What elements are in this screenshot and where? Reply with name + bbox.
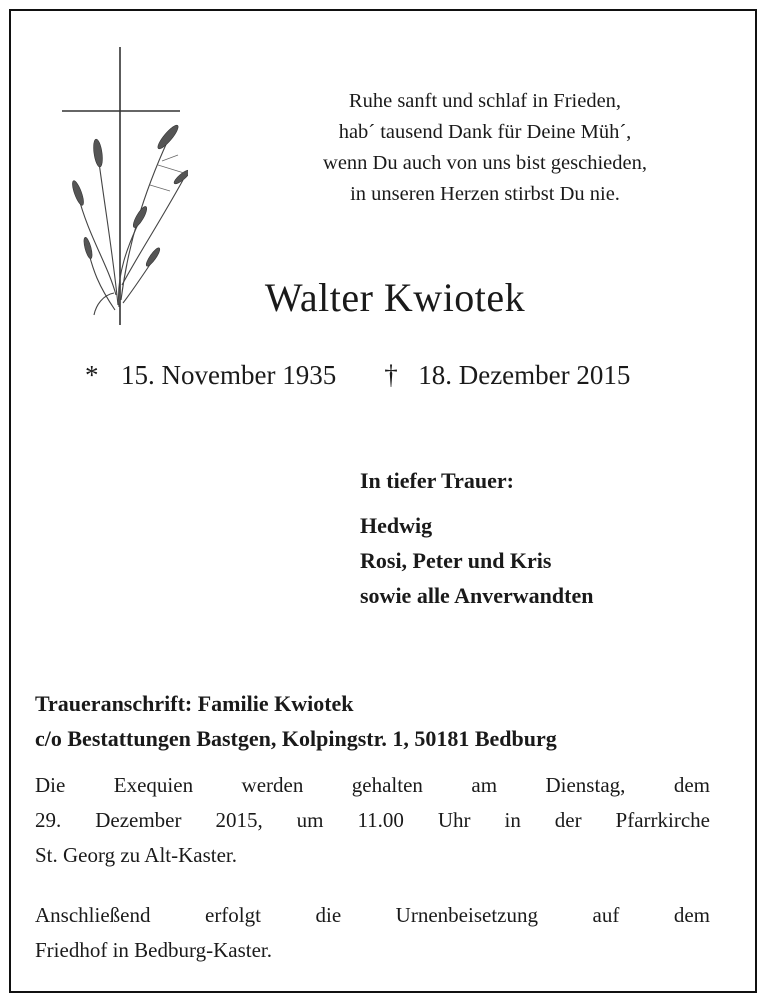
mourning-address xyxy=(35,686,715,756)
burial-line: Anschließend erfolgt die Urnenbeisetzung auf dem xyxy=(35,903,710,927)
poem-line: Ruhe sanft und schlaf in Frieden, xyxy=(348,90,622,112)
burial-line: Friedhof in Bedburg-Kaster. xyxy=(35,938,272,962)
service-paragraph xyxy=(35,768,710,873)
poem-line: wenn Du auch von uns bist geschieden, xyxy=(323,152,647,174)
address-line: Traueranschrift: Familie Kwiotek xyxy=(35,691,354,716)
service-line: St. Georg zu Alt-Kaster. xyxy=(35,843,238,867)
address-line: c/o Bestattungen Bastgen, Kolpingstr. 1, 50181 Bedburg xyxy=(35,726,557,751)
mourner-line: Hedwig xyxy=(360,513,433,538)
death-date: 18. Dezember 2015 xyxy=(418,360,631,390)
deceased-name: Walter Kwiotek xyxy=(264,275,526,320)
memorial-poem xyxy=(250,86,720,210)
burial-paragraph xyxy=(35,898,710,968)
birth-symbol: * xyxy=(85,360,99,390)
service-line: Die Exequien werden gehalten am Dienstag, dem xyxy=(35,773,710,797)
cross-with-wheat-icon xyxy=(58,45,188,330)
death-symbol: † xyxy=(384,360,398,390)
birth-date: 15. November 1935 xyxy=(121,360,337,390)
poem-line: in unseren Herzen stirbst Du nie. xyxy=(350,183,620,205)
mourners-block xyxy=(360,468,593,613)
life-dates xyxy=(85,360,630,391)
service-line: 29. Dezember 2015, um 11.00 Uhr in der Pfarrkirche xyxy=(35,808,710,832)
poem-line: hab´ tausend Dank für Deine Müh´, xyxy=(338,121,632,143)
mourner-line: Rosi, Peter und Kris xyxy=(360,548,552,573)
mourner-line: sowie alle Anverwandten xyxy=(360,583,594,608)
mourning-lead: In tiefer Trauer: xyxy=(360,468,514,493)
